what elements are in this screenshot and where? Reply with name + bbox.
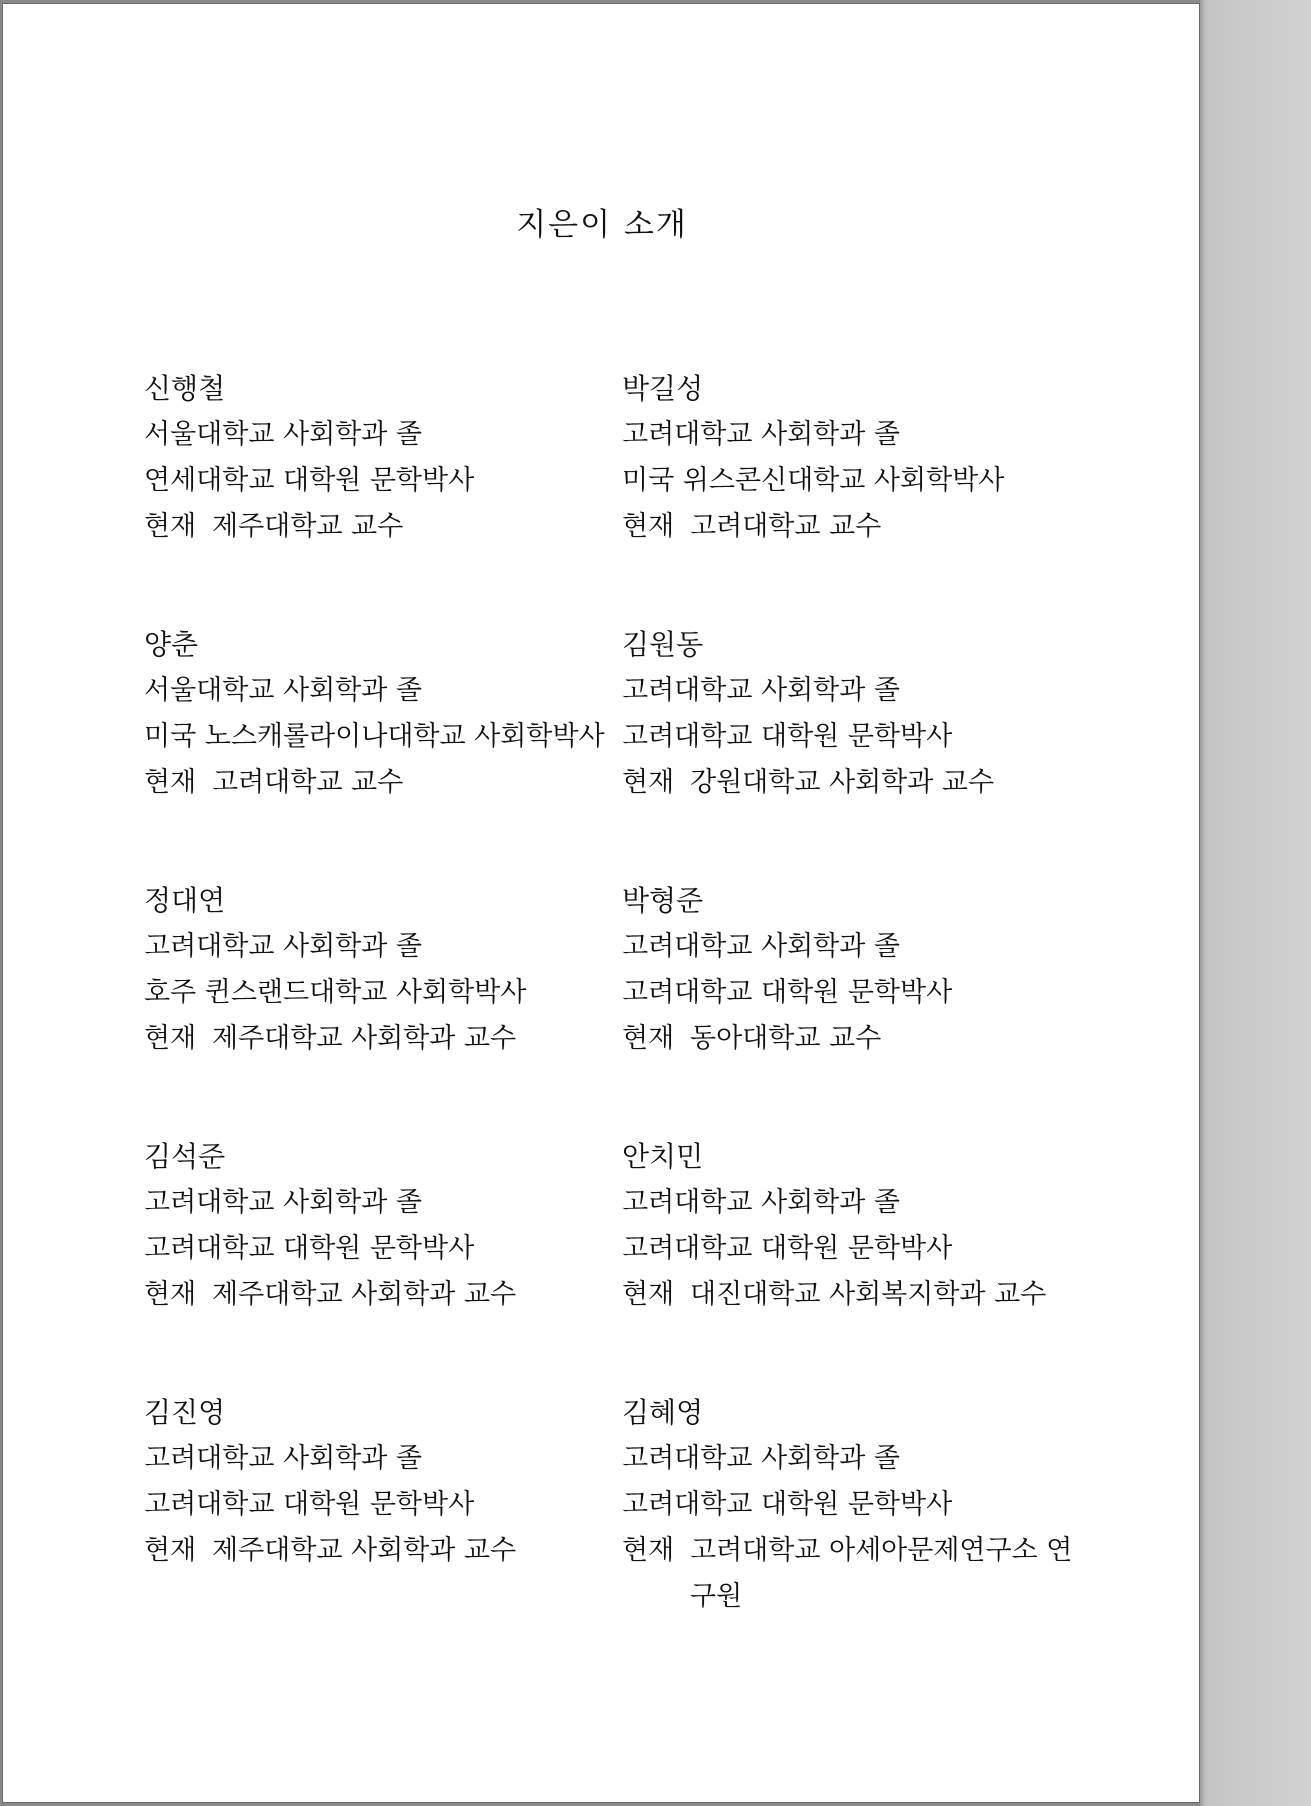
author-current-position <box>144 1272 622 1318</box>
current-affiliation: 제주대학교 사회학과 교수 <box>212 1279 517 1310</box>
author-degree: 고려대학교 대학원 문학박사 <box>144 1489 475 1520</box>
current-affiliation: 고려대학교 아세아문제연구소 연구원 <box>690 1535 1073 1612</box>
author-current-position <box>144 760 622 806</box>
author-current-position <box>144 504 622 550</box>
current-prefix: 현재 <box>144 511 197 542</box>
author-degree: 고려대학교 대학원 문학박사 <box>622 721 953 752</box>
author-current-position <box>622 504 1084 550</box>
current-affiliation: 고려대학교 교수 <box>212 767 404 798</box>
author-name: 양춘 <box>144 628 199 661</box>
author-degree: 고려대학교 대학원 문학박사 <box>622 977 953 1008</box>
author-name: 정대연 <box>144 884 226 917</box>
author-entry <box>144 1390 622 1620</box>
author-name: 신행철 <box>144 372 226 405</box>
author-name: 김진영 <box>144 1396 226 1429</box>
author-name: 안치민 <box>622 1140 704 1173</box>
author-current-position <box>144 1528 622 1574</box>
author-name: 김혜영 <box>622 1396 704 1429</box>
current-prefix: 현재 <box>144 767 197 798</box>
author-undergrad: 고려대학교 사회학과 졸 <box>622 931 900 962</box>
author-current-position <box>622 1528 1084 1620</box>
current-prefix: 현재 <box>144 1279 197 1310</box>
author-entry <box>622 366 1084 550</box>
author-list <box>144 366 1084 1620</box>
author-undergrad: 고려대학교 사회학과 졸 <box>622 1187 900 1218</box>
author-current-position <box>622 760 1084 806</box>
current-prefix: 현재 <box>622 1279 675 1310</box>
current-prefix: 현재 <box>144 1535 197 1566</box>
author-current-position <box>622 1016 1084 1062</box>
author-undergrad: 고려대학교 사회학과 졸 <box>622 675 900 706</box>
author-name: 김원동 <box>622 628 704 661</box>
author-undergrad: 고려대학교 사회학과 졸 <box>144 931 422 962</box>
author-degree: 고려대학교 대학원 문학박사 <box>622 1233 953 1264</box>
author-current-position <box>622 1272 1084 1318</box>
author-entry <box>144 622 622 806</box>
current-affiliation: 제주대학교 사회학과 교수 <box>212 1535 517 1566</box>
author-undergrad: 서울대학교 사회학과 졸 <box>144 675 422 706</box>
author-name: 김석준 <box>144 1140 226 1173</box>
current-affiliation: 대진대학교 사회복지학과 교수 <box>690 1279 1047 1310</box>
author-degree: 고려대학교 대학원 문학박사 <box>622 1489 953 1520</box>
author-undergrad: 고려대학교 사회학과 졸 <box>144 1187 422 1218</box>
author-entry <box>144 878 622 1062</box>
author-undergrad: 고려대학교 사회학과 졸 <box>622 1443 900 1474</box>
page-title: 지은이 소개 <box>516 207 688 243</box>
author-degree: 미국 위스콘신대학교 사회학박사 <box>622 465 1005 496</box>
viewer-background <box>1200 0 1311 1806</box>
author-degree: 호주 퀸스랜드대학교 사회학박사 <box>144 977 527 1008</box>
current-affiliation: 강원대학교 사회학과 교수 <box>690 767 995 798</box>
current-prefix: 현재 <box>144 1023 197 1054</box>
current-affiliation: 제주대학교 사회학과 교수 <box>212 1023 517 1054</box>
author-entry <box>622 878 1084 1062</box>
author-degree: 미국 노스캐롤라이나대학교 사회학박사 <box>144 721 605 752</box>
author-undergrad: 고려대학교 사회학과 졸 <box>622 419 900 450</box>
current-prefix: 현재 <box>622 511 675 542</box>
author-name: 박형준 <box>622 884 704 917</box>
author-current-position <box>144 1016 622 1062</box>
author-entry <box>622 1134 1084 1318</box>
author-entry <box>622 622 1084 806</box>
author-entry <box>144 1134 622 1318</box>
current-affiliation: 동아대학교 교수 <box>690 1023 882 1054</box>
author-undergrad: 서울대학교 사회학과 졸 <box>144 419 422 450</box>
current-prefix: 현재 <box>622 1023 675 1054</box>
current-prefix: 현재 <box>622 767 675 798</box>
author-entry <box>622 1390 1084 1620</box>
author-degree: 고려대학교 대학원 문학박사 <box>144 1233 475 1264</box>
current-prefix: 현재 <box>622 1535 675 1566</box>
author-degree: 연세대학교 대학원 문학박사 <box>144 465 475 496</box>
document-page <box>2 3 1200 1803</box>
current-affiliation: 제주대학교 교수 <box>212 511 404 542</box>
author-entry <box>144 366 622 550</box>
current-affiliation: 고려대학교 교수 <box>690 511 882 542</box>
author-name: 박길성 <box>622 372 704 405</box>
author-undergrad: 고려대학교 사회학과 졸 <box>144 1443 422 1474</box>
